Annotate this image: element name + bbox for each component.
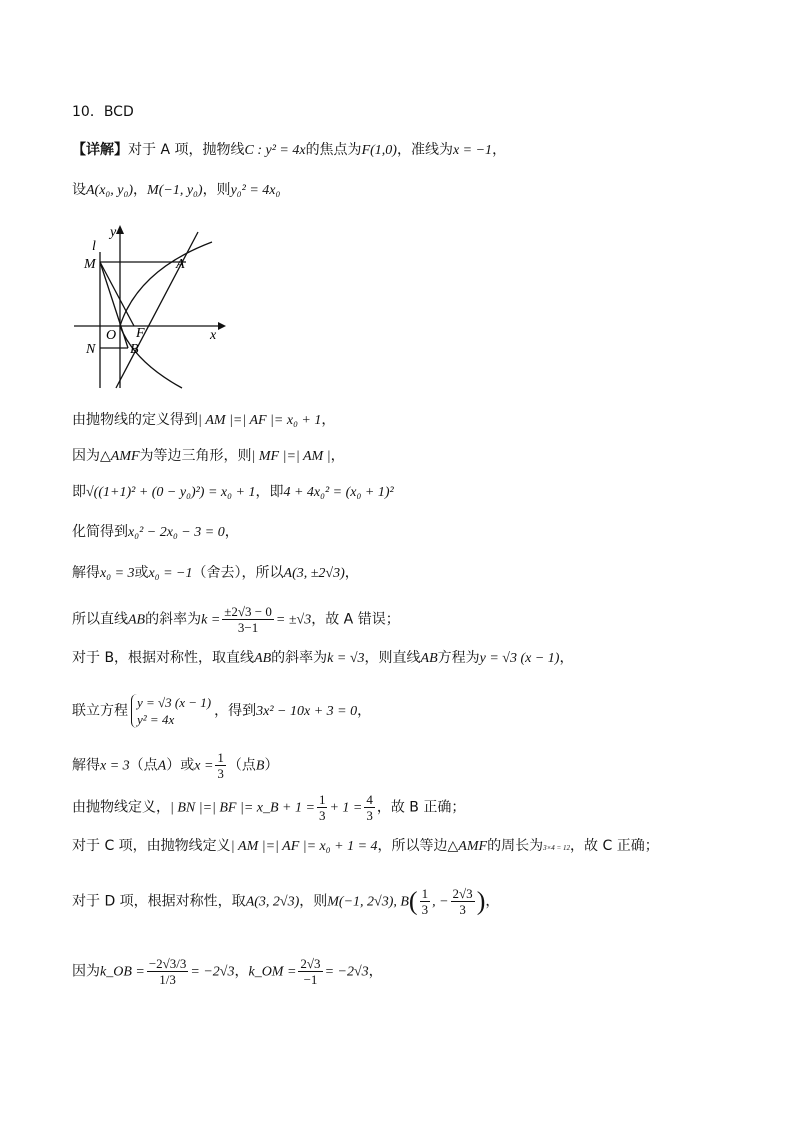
line-10: 联立方程 y = √3 (x − 1) y² = 4x ，得到3x² − 10x + 3 = 0， [72,695,372,727]
line-1: 【详解】对于 A 项，抛物线C : y² = 4x的焦点为F(1,0)，准线为x = −1， [72,142,507,158]
detail-label: 【详解】 [72,142,128,158]
line-11: 解得x = 3（点A）或x = $\frac{1}{3}$ （点B） [72,750,279,781]
line-3: 由抛物线的定义得到| AM |=| AF |= x₀ + 1， [72,412,336,428]
fraction-one-third: $\frac{1}{3}$ [217,750,224,781]
fraction-four-thirds: $\frac{4}{3}$ [366,792,373,823]
label-O: O [106,328,117,343]
label-B: B [130,342,139,357]
slope-fraction: $\frac{\pm 2√3 - 0}{3-1}$ [224,604,272,635]
line-14: 对于 D 项，根据对称性，取A(3, 2√3)，则M(−1, 2√3), B( $\frac{1}{3}$ , − $\frac{2√3}{3}$ )， [72,886,500,917]
label-A: A [176,257,185,272]
label-x: x [210,328,217,343]
slope-om-fraction: $\frac{2√3}{-1}$ [300,956,321,987]
line-5: 即√((1+1)² + (0 − y₀)²) = x₀ + 1，即4 + 4x₀² = (x₀ + 1)² [72,484,394,500]
line-9: 对于 B，根据对称性，取直线AB的斜率为k = √3，则直线AB方程为y = √3 (x − 1)， [72,650,574,666]
label-F: F [136,326,145,341]
line-2: 设A(x₀, y₀)，M(−1, y₀)，则y₀² = 4x₀ [72,182,281,198]
fraction-one-third-b: $\frac{1}{3}$ [318,792,326,823]
point-b-x: $\frac{1}{3}$ [421,886,429,917]
label-y: y [110,225,117,240]
line-12: 由抛物线定义，| BN |=| BF |= x_B + 1 = $\frac{1}{3}$ + 1 = $\frac{4}{3}$ ，故 B 正确； [72,792,466,823]
label-M: M [84,257,96,272]
line-15: 因为k_OB = $\frac{-2√3/3}{1/3}$ = −2√3，k_OM = $\frac{2√3}{-1}$ = −2√3， [72,956,383,987]
line-6: 化简得到x₀² − 2x₀ − 3 = 0， [72,524,239,540]
slope-ob-fraction: $\frac{-2√3/3}{1/3}$ [148,956,187,987]
answer-heading: 10．BCD [72,104,134,120]
line-7: 解得x₀ = 3或x₀ = −1（舍去），所以A(3, ±2√3)， [72,565,359,581]
equation-system: y = √3 (x − 1) y² = 4x [131,694,211,728]
line-13: 对于 C 项，由抛物线定义| AM |=| AF |= x₀ + 1 = 4，所以等边△AMF的周长为3×4 = 12，故 C 正确； [72,838,659,854]
line-4: 因为△AMF为等边三角形，则| MF |=| AM |， [72,448,345,464]
parabola-figure [68,222,228,392]
line-8: 所以直线AB的斜率为k = $\frac{\pm 2√3 - 0}{3-1}$ = ±√3，故 A 错误； [72,604,400,635]
label-N: N [86,342,96,357]
point-b-y: $\frac{2√3}{3}$ [452,886,473,917]
label-l: l [92,239,96,254]
